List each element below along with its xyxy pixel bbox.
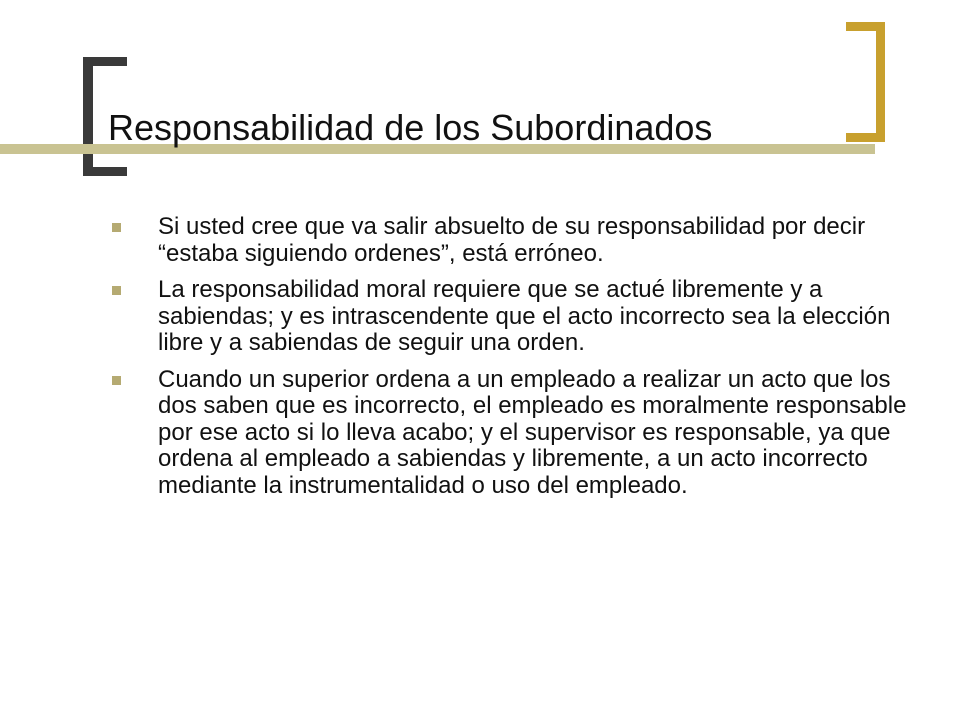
square-bullet-icon <box>112 223 121 232</box>
right-bracket-top-decoration <box>846 22 885 31</box>
bullet-text: Si usted cree que va salir absuelto de su responsabilidad por decir “estaba siguiendo ordenes”, está erróneo. <box>158 213 866 267</box>
bullet-item <box>108 367 908 500</box>
right-bracket-decoration <box>876 22 885 142</box>
square-bullet-icon <box>112 286 121 295</box>
bullet-item <box>108 277 908 357</box>
bullet-item <box>108 214 908 267</box>
left-bracket-bottom-decoration <box>83 167 127 176</box>
left-bracket-top-decoration <box>83 57 127 66</box>
left-bracket-decoration <box>83 57 93 176</box>
bullet-text: Cuando un superior ordena a un empleado a realizar un acto que los dos saben que es incorrecto, el empleado es moralmente responsable por ese acto si lo lleva acabo; y el supervisor es responsable, ya que ordena al empleado a sabiendas y libremente, a un acto incorrecto mediante la instrumentalidad o uso del empleado. <box>158 365 907 499</box>
bullet-text: La responsabilidad moral requiere que se actué libremente y a sabiendas; y es intrascendente que el acto incorrecto sea la elección libre y a sabiendas de seguir una orden. <box>158 276 891 356</box>
right-bracket-bottom-decoration <box>846 133 885 142</box>
slide-title: Responsabilidad de los Subordinados <box>108 107 713 148</box>
square-bullet-icon <box>112 376 121 385</box>
bullet-list <box>108 214 908 509</box>
